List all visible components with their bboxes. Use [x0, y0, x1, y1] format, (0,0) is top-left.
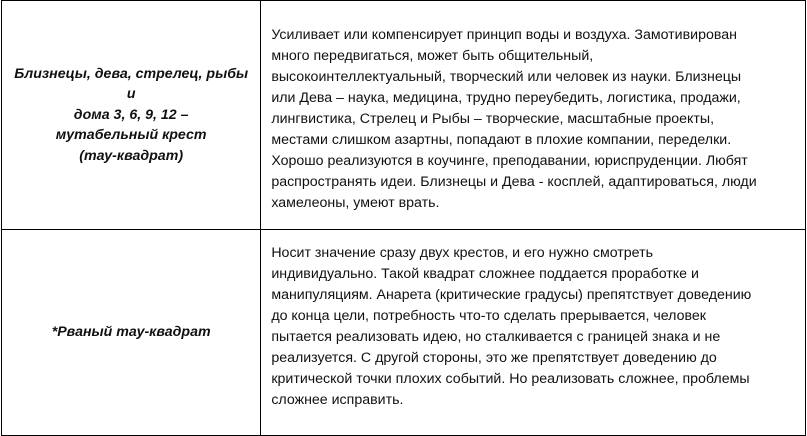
description-line: распространять идеи. Близнецы и Дева - косплей, адаптироваться, люди	[271, 174, 757, 190]
description-line: Носит значение сразу двух крестов, и его нужно смотреть	[271, 245, 653, 261]
description-line: Усиливает или компенсирует принцип воды и воздуха. Замотивирован	[271, 27, 737, 43]
row-description-cell	[261, 230, 806, 436]
row-title-cell	[2, 1, 261, 230]
description-line: до конца цели, потребность что-то сделать прерывается, человек	[271, 308, 706, 324]
row-description-cell	[261, 1, 806, 230]
row-title-line: дома 3, 6, 9, 12 –	[73, 106, 189, 123]
description-line: манипуляциям. Анарета (критические градусы) препятствует доведению	[271, 287, 752, 303]
description-line: реализуется. С другой стороны, это же препятствует доведению до	[271, 350, 717, 366]
description-line: критической точки плохих событий. Но реализовать сложнее, проблемы	[271, 371, 750, 387]
description-line: высокоинтеллектуальный, творческий или человек из науки. Близнецы	[271, 69, 742, 85]
description-line: местами слишком азартны, попадают в плохие компании, переделки.	[271, 132, 732, 148]
row-title-line: Близнецы, дева, стрелец, рыбы	[14, 65, 249, 82]
row-title-line: (тау-квадрат)	[79, 147, 184, 164]
table-row-mutable-cross	[2, 1, 806, 230]
description-line: Хорошо реализуются в коучинге, преподавании, юриспруденции. Любят	[271, 153, 748, 169]
row-title-cell	[2, 230, 261, 436]
description-line: лингвистика, Стрелец и Рыбы – творческие, масштабные проекты,	[271, 111, 715, 127]
astrology-table	[1, 0, 806, 436]
description-line: сложнее исправить.	[271, 392, 404, 408]
description-line: много передвигаться, может быть общительный,	[271, 48, 594, 64]
description-line: или Дева – наука, медицина, трудно переубедить, логистика, продажи,	[271, 90, 741, 106]
table-row-torn-tau-square	[2, 230, 806, 436]
row-title-line: *Рваный тау-квадрат	[51, 324, 211, 341]
row-title-line: мутабельный крест	[55, 127, 207, 144]
description-line: хамелеоны, умеют врать.	[271, 195, 440, 211]
row-title-line: и	[126, 86, 136, 103]
description-line: индивидуально. Такой квадрат сложнее поддается проработке и	[271, 266, 699, 282]
description-line: пытается реализовать идею, но сталкивается с границей знака и не	[271, 329, 721, 345]
